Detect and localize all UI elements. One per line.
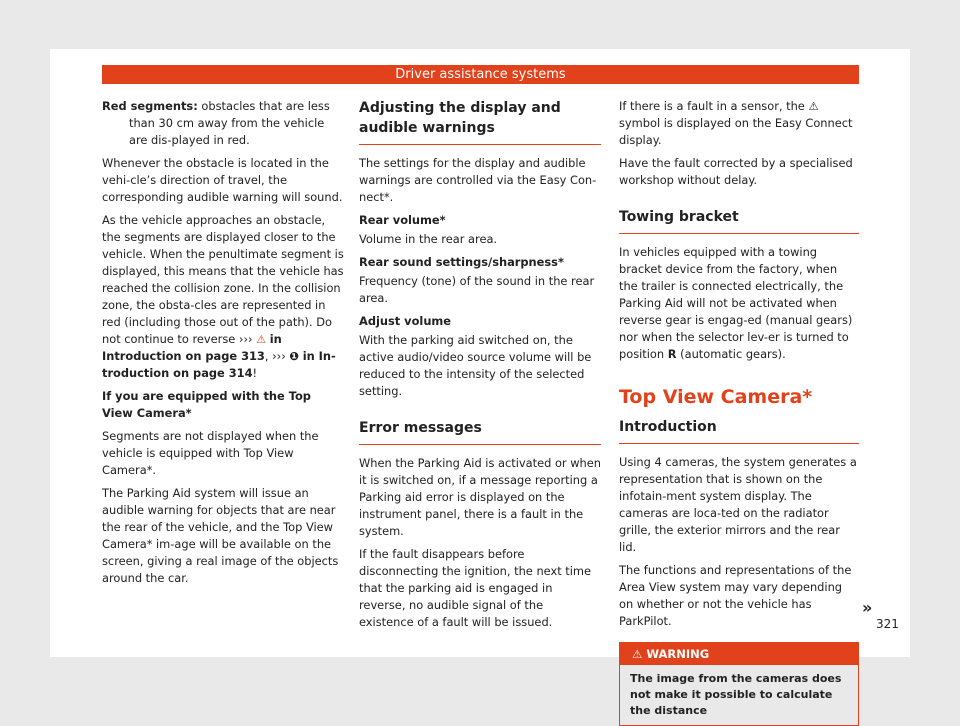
gear-position: R [667,347,677,361]
warning-box [619,642,859,726]
paragraph: Segments are not displayed when the vehicle is equipped with Top View Camera*. [102,429,319,477]
setting-desc: Volume in the rear area. [359,232,498,246]
info-circle-icon: ❶ [289,349,300,363]
red-segments-desc: obstacles that are less than 30 cm away from the vehicle are dis-played in red. [129,99,330,147]
fault-text: If there is a fault in a sensor, the [619,99,805,113]
chapter-heading: Top View Camera* [619,386,813,408]
section-heading: Introduction [619,417,859,444]
ref-separator: , ››› [264,349,286,363]
fault-text-end: symbol is displayed on the Easy Connect display. [619,116,853,147]
cross-reference-link[interactable]: in In-troduction on page 314 [102,349,336,380]
paragraph: The functions and representations of the Area View system may vary depending on whether or not the vehicle has ParkPilot. [619,563,852,628]
warning-header [620,643,858,665]
paragraph: Using 4 cameras, the system generates a representation that is shown on the infotain-ment system display. The cameras are loca-ted on the radiator grille, the exterior mirrors and the rear lid. [619,455,857,554]
paragraph: When the Parking Aid is activated or when it is switched on, if a message reporting a Parking aid error is displayed on the instrument panel, there is a fault in the system. [359,456,601,538]
sentence-end: ! [252,366,258,380]
section-header: Driver assistance systems [102,65,859,84]
continue-marker: » [862,598,873,617]
setting-desc: Frequency (tone) of the sound in the rear area. [359,274,595,305]
section-heading: Error messages [359,418,601,445]
paragraph-towing [619,244,859,363]
red-segments-term: Red segments: [102,99,198,113]
section-heading: Towing bracket [619,207,859,234]
setting-desc: With the parking aid switched on, the active audio/video source volume will be reduced to the intensity of the selected setting. [359,333,592,398]
setting-label: Rear volume* [359,213,446,227]
column-left [102,98,344,593]
warning-triangle-icon: ⚠ [808,99,819,113]
towing-text: In vehicles equipped with a towing bracket device from the factory, when the trailer is connected electrically, the Parking Aid will not be activated when reverse gear is engag-ed (manual gears) nor when the selector lev-er is turned to position [619,245,853,361]
page-number: 321 [876,617,899,631]
column-middle [359,98,601,637]
paragraph: Have the fault corrected by a specialised workshop without delay. [619,156,853,187]
paragraph: The Parking Aid system will issue an audible warning for objects that are near the rear of the vehicle, and the Top View Camera* im-age will be available on the screen, giving a real image of the objects around the car. [102,486,339,585]
collision-text: As the vehicle approaches an obstacle, the segments are displayed closer to the vehicle. When the penultimate segment is displayed, this means that the vehicle has reached the collision zone. In the collision zone, the obsta-cles are represented in red (including those out of the path). Do not continue to reverse ››› [102,213,344,346]
warning-triangle-icon: ⚠ [256,333,267,346]
paragraph: The settings for the display and audible warnings are controlled via the Easy Con-nect*. [359,156,597,204]
sub-heading: If you are equipped with the Top View Camera* [102,389,311,420]
towing-text-end: (automatic gears). [680,347,786,361]
cross-reference-link[interactable]: in Introduction on page 313 [102,332,282,363]
warning-label: WARNING [646,647,710,661]
warning-triangle-icon: ⚠ [632,647,643,661]
paragraph: Whenever the obstacle is located in the vehi-cle’s direction of travel, the corresponding audible warning will sound. [102,156,343,204]
paragraph-collision [102,212,344,382]
setting-label: Adjust volume [359,314,452,328]
paragraph: If the fault disappears before disconnecting the ignition, the next time that the parking aid is engaged in reverse, no audible signal of the existence of a fault will be issued. [359,547,592,629]
warning-text: The image from the cameras does not make it possible to calculate the distance [630,672,842,717]
paragraph-sensor-fault [619,98,859,149]
column-right [619,98,859,726]
red-segments-definition [102,98,344,149]
section-heading: Adjusting the display and audible warnings [359,98,601,145]
setting-label: Rear sound settings/sharpness* [359,255,564,269]
